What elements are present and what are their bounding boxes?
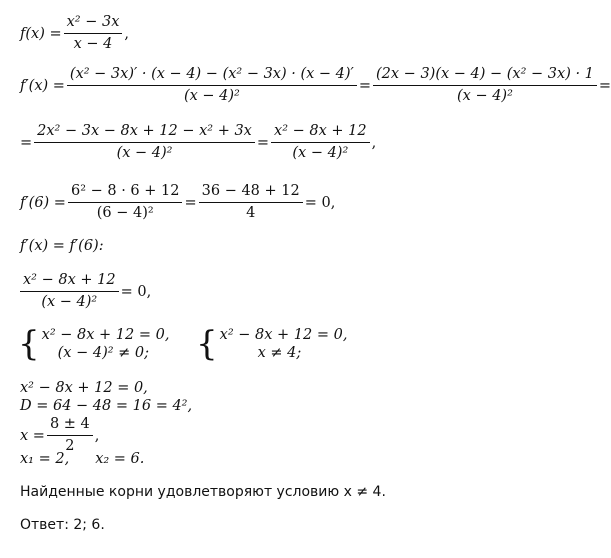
punctuation: , — [371, 134, 377, 151]
equation-function — [20, 14, 129, 53]
root-1: x₁ = 2, — [20, 451, 70, 467]
derivative-fraction-1 — [67, 66, 357, 105]
equation-quadratic — [20, 380, 148, 396]
answer-text: Ответ: 2; 6. — [20, 517, 105, 533]
brace-icon: { — [196, 324, 218, 364]
equation-set-zero — [20, 272, 151, 311]
brace-icon: { — [18, 324, 40, 364]
equals-sign: = — [598, 77, 611, 94]
simplify-fraction-1 — [34, 123, 255, 162]
equation-roots-formula — [20, 416, 99, 455]
fraction-denominator: (x − 4)² — [41, 294, 98, 310]
function-fraction — [64, 14, 123, 53]
equals-sign: = — [358, 77, 372, 94]
system-line: x ≠ 4; — [257, 345, 302, 361]
roots-note — [20, 484, 386, 500]
function-lhs: f(x) = — [20, 25, 62, 42]
zero-fraction — [20, 272, 119, 311]
fraction-numerator: 2x² − 3x − 8x + 12 − x² + 3x — [34, 123, 255, 143]
fraction-numerator: (2x − 3)(x − 4) − (x² − 3x) · 1 — [373, 66, 597, 86]
root-2: x₂ = 6. — [95, 451, 145, 467]
note-text: Найденные корни удовлетворяют условию x ≠ 4. — [20, 484, 386, 500]
equals-sign: = — [184, 194, 197, 211]
equals-sign: = — [256, 134, 270, 151]
derivative-fraction-2 — [373, 66, 597, 105]
derivative-lhs: f′(x) = — [20, 77, 65, 94]
result: = 0, — [304, 194, 336, 211]
fraction-denominator: x − 4 — [73, 36, 113, 52]
fraction-numerator: x² − 8x + 12 — [271, 123, 370, 143]
result: = 0, — [120, 283, 152, 300]
discriminant-text: D = 64 − 48 = 16 = 4², — [20, 398, 193, 414]
derivative-at-6-lhs: f′(6) = — [20, 194, 66, 211]
fraction-denominator: (x − 4)² — [457, 88, 513, 104]
fraction-numerator: x² − 8x + 12 — [20, 272, 119, 292]
equation-roots — [20, 451, 144, 467]
fraction-denominator: 2 — [65, 438, 75, 454]
fraction-denominator: (6 − 4)² — [96, 205, 154, 221]
fraction-numerator: 6² − 8 · 6 + 12 — [68, 183, 183, 203]
punctuation: , — [124, 25, 129, 42]
fraction-numerator: x² − 3x — [64, 14, 123, 34]
equation-derivative — [20, 66, 611, 105]
system-1 — [18, 326, 169, 362]
at6-fraction-2 — [199, 183, 303, 222]
equation-derivative-at-6 — [20, 183, 335, 222]
at6-fraction-1 — [68, 183, 183, 222]
fraction-denominator: (x − 4)² — [116, 145, 173, 161]
fraction-numerator: 8 ± 4 — [47, 416, 93, 436]
fraction-denominator: 4 — [246, 205, 256, 221]
fraction-numerator: (x² − 3x)′ · (x − 4) − (x² − 3x) · (x − 4)′ — [67, 66, 357, 86]
equals-sign: = — [20, 134, 33, 151]
system-line: (x − 4)² ≠ 0; — [57, 345, 150, 361]
quadratic-text: x² − 8x + 12 = 0, — [20, 380, 148, 396]
equation-condition — [20, 238, 104, 254]
roots-lhs: x = — [20, 427, 45, 444]
fraction-denominator: (x − 4)² — [292, 145, 349, 161]
simplify-fraction-2 — [271, 123, 370, 162]
roots-fraction — [47, 416, 93, 455]
condition-text: f′(x) = f′(6): — [20, 238, 104, 254]
system-2 — [196, 326, 347, 362]
system-line: x² − 8x + 12 = 0, — [219, 327, 348, 343]
fraction-denominator: (x − 4)² — [183, 88, 240, 104]
answer — [20, 517, 105, 533]
punctuation: , — [94, 427, 100, 444]
equation-discriminant — [20, 398, 192, 414]
system-line: x² − 8x + 12 = 0, — [41, 327, 170, 343]
fraction-numerator: 36 − 48 + 12 — [199, 183, 303, 203]
equation-simplify — [20, 123, 376, 162]
